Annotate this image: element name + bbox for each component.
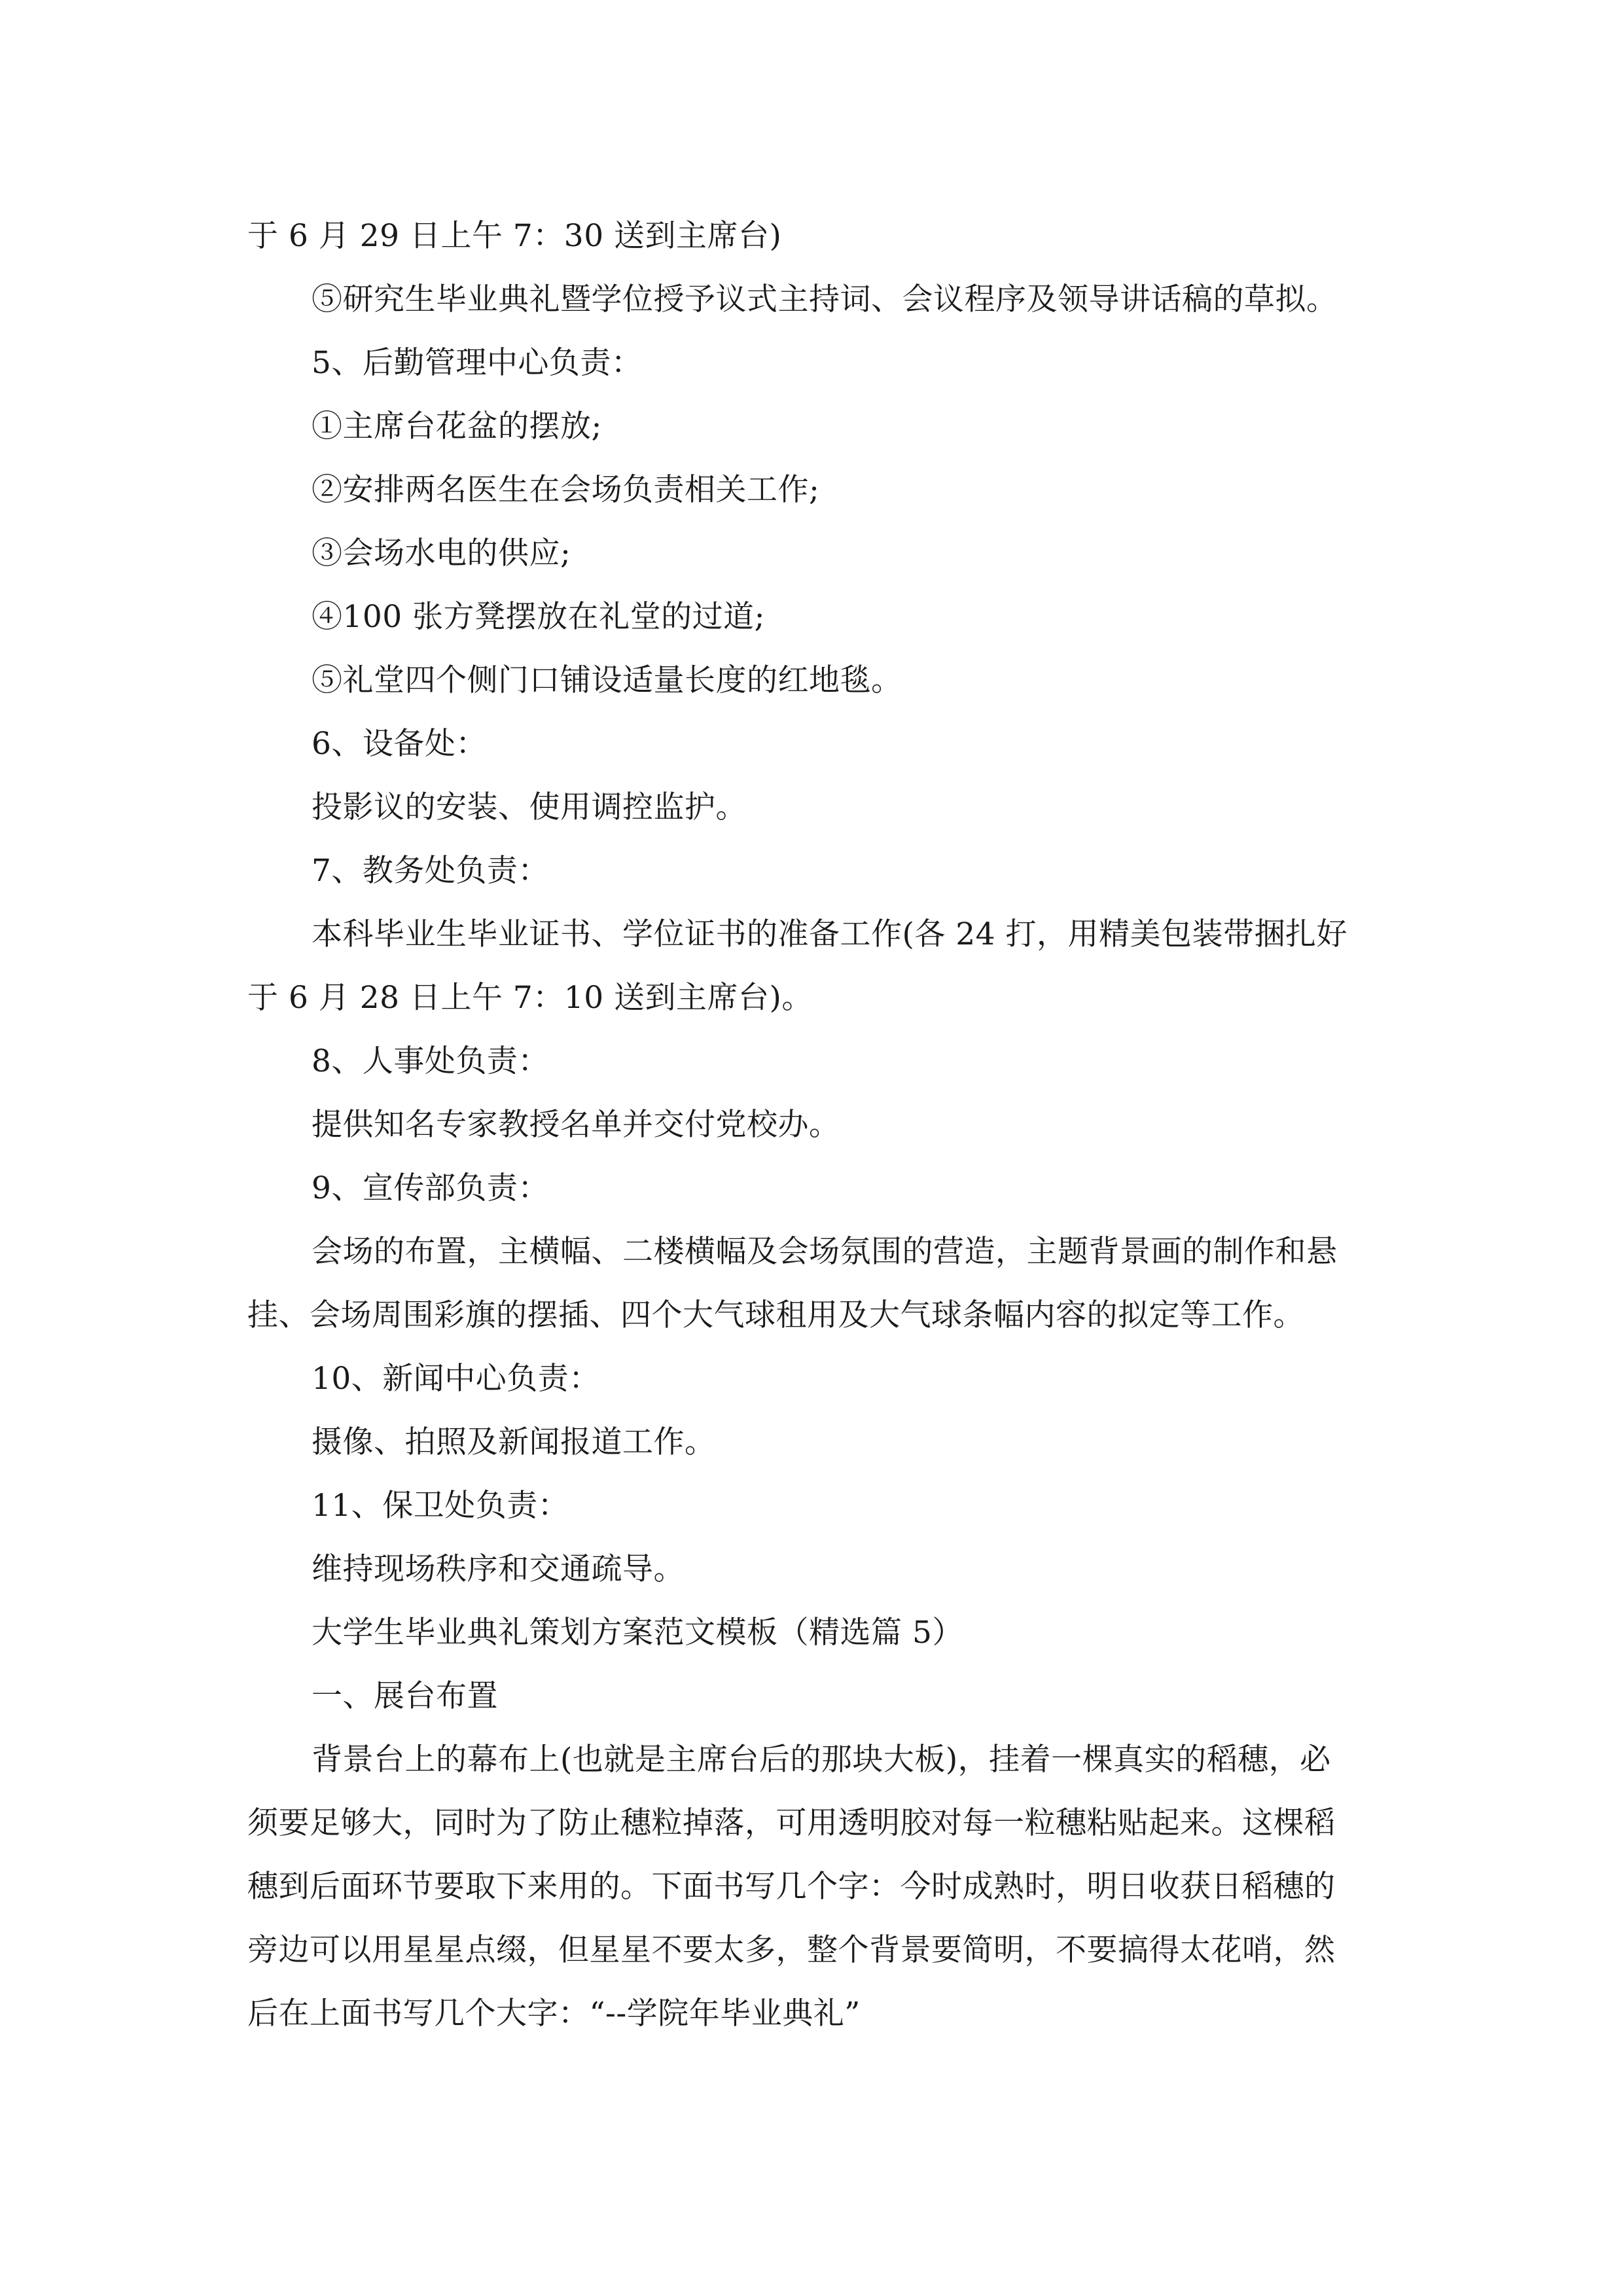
text-line: 本科毕业生毕业证书、学位证书的准备工作(各 24 打，用精美包装带捆扎好	[312, 916, 1348, 952]
list-item: ①主席台花盆的摆放;	[312, 408, 602, 444]
section-heading: 5、后勤管理中心负责：	[312, 345, 643, 381]
text-line: 穗到后面环节要取下来用的。下面书写几个字：今时成熟时，明日收获日稻穗的	[247, 1869, 1336, 1905]
text-line: 摄像、拍照及新闻报道工作。	[312, 1424, 716, 1460]
text-line: 投影议的安装、使用调控监护。	[312, 789, 747, 825]
section-heading: 8、人事处负责：	[312, 1043, 549, 1079]
section-heading: 7、教务处负责：	[312, 853, 549, 889]
article-title: 大学生毕业典礼策划方案范文模板（精选篇 5）	[312, 1615, 963, 1651]
text-line: 会场的布置，主横幅、二楼横幅及会场氛围的营造，主题背景画的制作和悬	[312, 1234, 1338, 1270]
list-item: ③会场水电的供应;	[312, 535, 571, 571]
section-heading: 11、保卫处负责：	[312, 1488, 569, 1524]
text-line: 背景台上的幕布上(也就是主席台后的那块大板)，挂着一棵真实的稻穗，必	[312, 1742, 1331, 1778]
document-body	[247, 204, 1399, 2045]
list-item: ②安排两名医生在会场负责相关工作;	[312, 472, 820, 508]
text-line: 须要足够大，同时为了防止穗粒掉落，可用透明胶对每一粒穗粘贴起来。这棵稻	[247, 1805, 1336, 1841]
text-line: 于 6 月 29 日上午 7：30 送到主席台)	[247, 218, 782, 254]
list-item: ⑤礼堂四个侧门口铺设适量长度的红地毯。	[312, 662, 902, 698]
text-line: 维持现场秩序和交通疏导。	[312, 1551, 685, 1587]
text-line: 提供知名专家教授名单并交付党校办。	[312, 1107, 840, 1143]
text-line: 于 6 月 28 日上午 7：10 送到主席台)。	[247, 980, 813, 1016]
section-heading: 9、宣传部负责：	[312, 1170, 549, 1206]
section-heading: 6、设备处：	[312, 726, 487, 762]
text-line: 旁边可以用星星点缀，但星星不要太多，整个背景要简明，不要搞得太花哨，然	[247, 1932, 1336, 1968]
section-heading: 一、展台布置	[312, 1678, 498, 1714]
text-line: ⑤研究生毕业典礼暨学位授予议式主持词、会议程序及领导讲话稿的草拟。	[312, 281, 1338, 317]
list-item: ④100 张方凳摆放在礼堂的过道;	[312, 599, 765, 635]
text-line: 挂、会场周围彩旗的摆插、四个大气球租用及大气球条幅内容的拟定等工作。	[247, 1297, 1304, 1333]
text-line: 后在上面书写几个大字：“--学院年毕业典礼”	[247, 1996, 861, 2032]
section-heading: 10、新闻中心负责：	[312, 1361, 600, 1397]
